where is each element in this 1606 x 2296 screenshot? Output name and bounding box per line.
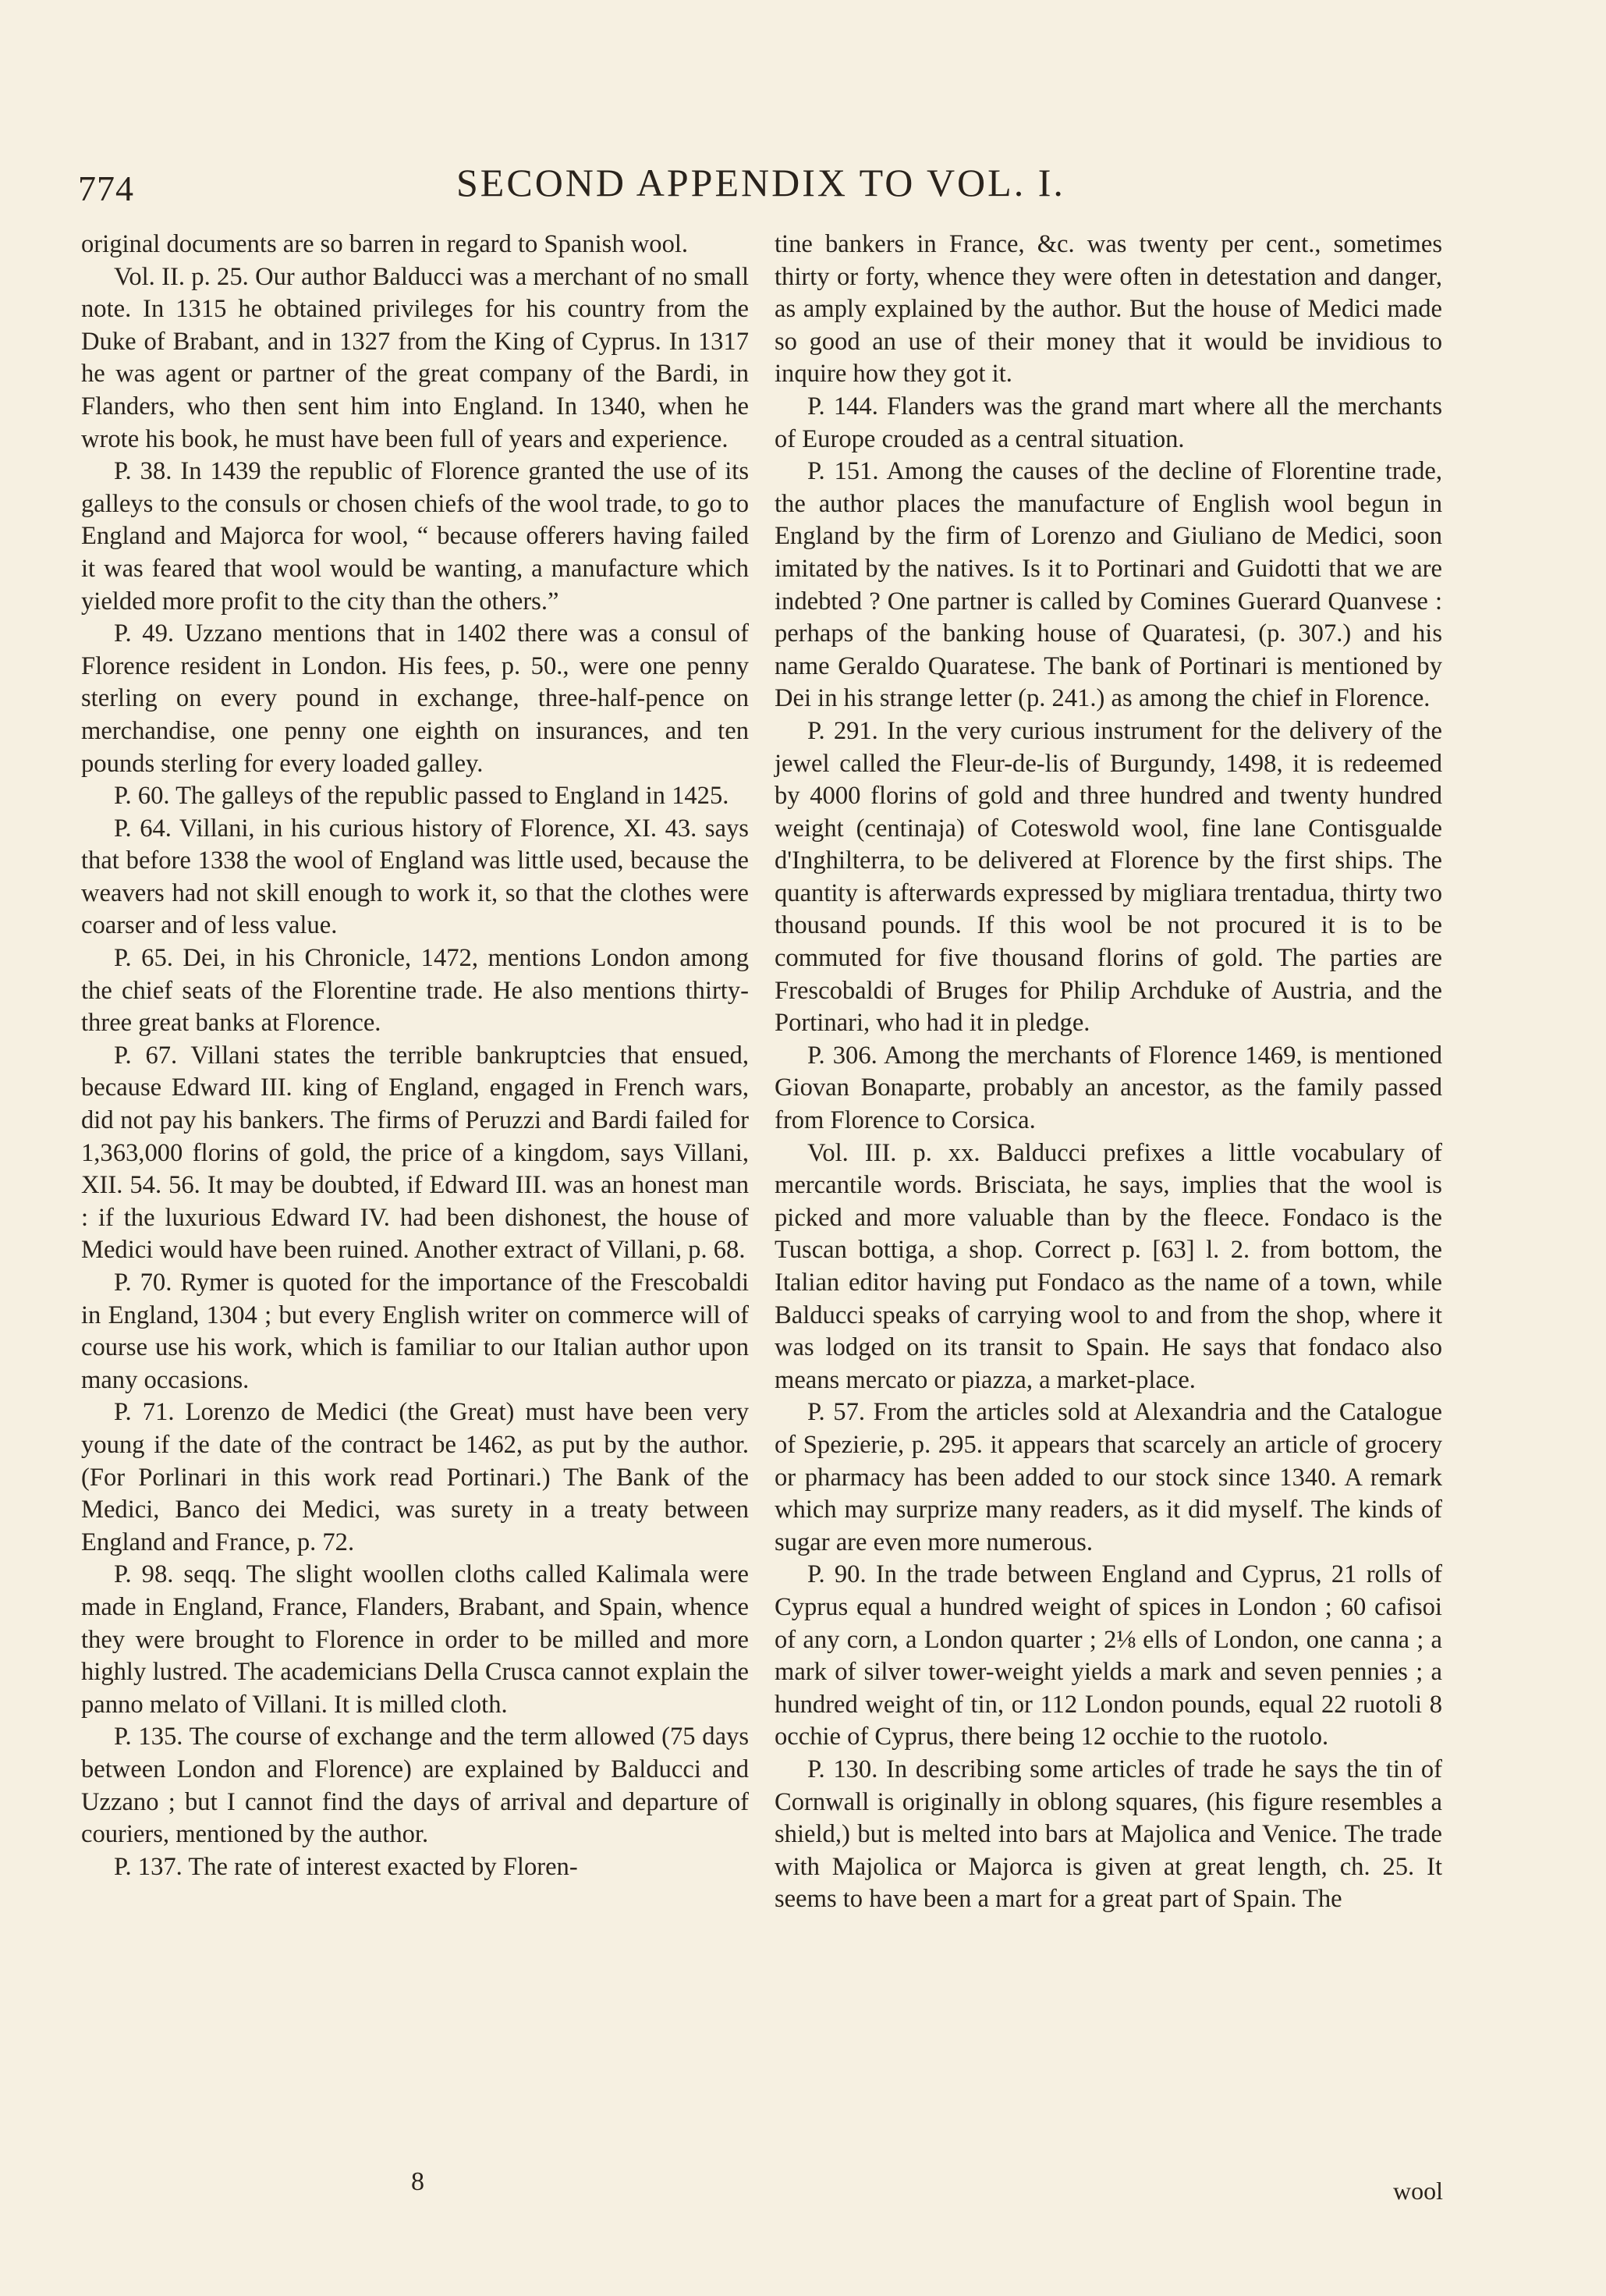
paragraph: P. 306. Among the merchants of Florence 1469, is mentioned Giovan Bonaparte, probably an ancestor, as the family passed from Florence to Corsica. bbox=[775, 1041, 1442, 1135]
paragraph: P. 49. Uzzano mentions that in 1402 there was a consul of Florence resident in London. His fees, p. 50., were one penny sterling on every pound in exchange, three-half-pence on merchandise, one penny one eighth on insurances, and ten pounds sterling for every loaded galley. bbox=[81, 619, 749, 778]
paragraph: Vol. III. p. xx. Balducci prefixes a little vocabulary of mercantile words. Brisciata, he says, implies that the wool is picked and more valuable than by the fleece. Fondaco is the Tuscan bottiga, a shop. Correct p. [63] l. 2. from bottom, the Italian editor having put Fondaco as the name of a town, while Balducci speaks of carrying wool to and from the shop, where it was lodged on its transit to Spain. He says that fondaco also means mercato or piazza, a market-place. bbox=[775, 1138, 1442, 1394]
paragraph: original documents are so barren in regard to Spanish wool. bbox=[81, 230, 689, 258]
paragraph: P. 135. The course of exchange and the term allowed (75 days between London and Florence) are explained by Balducci and Uzzano ; but I cannot find the days of arrival and departure of couriers, mentioned by the author. bbox=[81, 1723, 749, 1849]
paragraph: P. 98. seqq. The slight woollen cloths called Kalimala were made in England, France, Flanders, Brabant, and Spain, whence they were brought to Florence in order to be milled and more highly lustred. The academicians Della Crusca cannot explain the panno melato of Villani. It is milled cloth. bbox=[81, 1560, 749, 1719]
paragraph: P. 64. Villani, in his curious history of Florence, XI. 43. says that before 1338 the wool of England was little used, because the weavers had not skill enough to work it, so that the clothes were coarser and of less value. bbox=[81, 814, 749, 940]
paragraph: P. 71. Lorenzo de Medici (the Great) must have been very young if the date of the contract be 1462, as put by the author. (For Porlinari in this work read Portinari.) The Bank of the Medici, Banco dei Medici, was surety in a treaty between England and France, p. 72. bbox=[81, 1398, 749, 1556]
paragraph: P. 70. Rymer is quoted for the importance of the Frescobaldi in England, 1304 ; but every English writer on commerce will of course use his work, which is familiar to our Italian author upon many occasions. bbox=[81, 1269, 749, 1394]
paragraph: P. 67. Villani states the terrible bankruptcies that ensued, because Edward III. king of England, engaged in French wars, did not pay his bankers. The firms of Peruzzi and Bardi failed for 1,363,000 florins of gold, the price of a kingdom, says Villani, XII. 54. 56. It may be doubted, if Edward III. was an honest man : if the luxurious Edward IV. had been dishonest, the house of Medici would have been ruined. Another extract of Villani, p. 68. bbox=[81, 1041, 749, 1265]
signature-mark: 8 bbox=[411, 2167, 424, 2196]
paragraph: P. 38. In 1439 the republic of Florence granted the use of its galleys to the consuls or chosen chiefs of the wool trade, to go to England and Majorca for wool, “ because offerers having failed it was feared that wool would be wanting, a manufacture which yielded more profit to the city than the others.” bbox=[81, 457, 749, 616]
paragraph: P. 130. In describing some articles of trade he says the tin of Cornwall is originally in oblong squares, (his figure resembles a shield,) but is melted into bars at Majolica and Venice. The trade with Majolica or Majorca is given at great length, ch. 25. It seems to have been a mart for a great part of Spain. The bbox=[775, 1755, 1442, 1914]
paragraph: P. 57. From the articles sold at Alexandria and the Catalogue of Spezierie, p. 295. it appears that scarcely an article of grocery or pharmacy has been added to our stock since 1340. A remark which may surprize many readers, as it did myself. The kinds of sugar are even more numerous. bbox=[775, 1398, 1442, 1556]
paragraph: Vol. II. p. 25. Our author Balducci was a merchant of no small note. In 1315 he obtained privileges for his country from the Duke of Brabant, and in 1327 from the King of Cyprus. In 1317 he was agent or partner of the great company of the Bardi, in Flanders, who then sent him into England. In 1340, when he wrote his book, he must have been full of years and experience. bbox=[81, 262, 749, 453]
right-column bbox=[775, 229, 1442, 1916]
left-column bbox=[81, 229, 749, 1883]
paragraph: P. 291. In the very curious instrument for the delivery of the jewel called the Fleur-de-lis of Burgundy, 1498, it is redeemed by 4000 florins of gold and three hundred and twenty hundred weight (centinaja) of Coteswold wool, fine lane Contisgualde d'Inghilterra, to be delivered at Florence by the first ships. The quantity is afterwards expressed by migliara trentadua, thirty two thousand pounds. If this wool be not procured it is to be commuted for five thousand florins of gold. The parties are Frescobaldi of Bruges for Philip Archduke of Austria, and the Portinari, who had it in pledge. bbox=[775, 716, 1442, 1038]
paragraph: P. 60. The galleys of the republic passed to England in 1425. bbox=[114, 782, 729, 811]
catchword: wool bbox=[1393, 2177, 1443, 2205]
paragraph: P. 137. The rate of interest exacted by Floren- bbox=[114, 1852, 578, 1881]
paragraph: P. 151. Among the causes of the decline of Florentine trade, the author places the manufacture of English wool begun in England by the firm of Lorenzo and Giuliano de Medici, soon imitated by the natives. Is it to Portinari and Guidotti that we are indebted ? One partner is called by Comines Guerard Quanvese : perhaps of the banking house of Quaratesi, (p. 307.) and his name Geraldo Quaratese. The bank of Portinari is mentioned by Dei in his strange letter (p. 241.) as among the chief in Florence. bbox=[775, 457, 1442, 713]
running-head: SECOND APPENDIX TO VOL. I. bbox=[456, 161, 1065, 204]
paragraph: tine bankers in France, &c. was twenty per cent., sometimes thirty or forty, whence they were often in detestation and danger, as amply explained by the author. But the house of Medici made so good an use of their money that it would be invidious to inquire how they got it. bbox=[775, 230, 1442, 389]
page-number: 774 bbox=[78, 169, 134, 208]
paragraph: P. 90. In the trade between England and Cyprus, 21 rolls of Cyprus equal a hundred weight of spices in London ; 60 cafisoi of any corn, a London quarter ; 2⅛ ells of London, one canna ; a mark of silver tower-weight yields a mark and seven pennies ; a hundred weight of tin, or 112 London pounds, equal 22 ruotoli 8 occhie of Cyprus, there being 12 occhie to the ruotolo. bbox=[775, 1560, 1442, 1751]
paragraph: P. 65. Dei, in his Chronicle, 1472, mentions London among the chief seats of the Florentine trade. He also mentions thirty-three great banks at Florence. bbox=[81, 944, 749, 1038]
paragraph: P. 144. Flanders was the grand mart where all the merchants of Europe crouded as a central situation. bbox=[775, 392, 1442, 453]
